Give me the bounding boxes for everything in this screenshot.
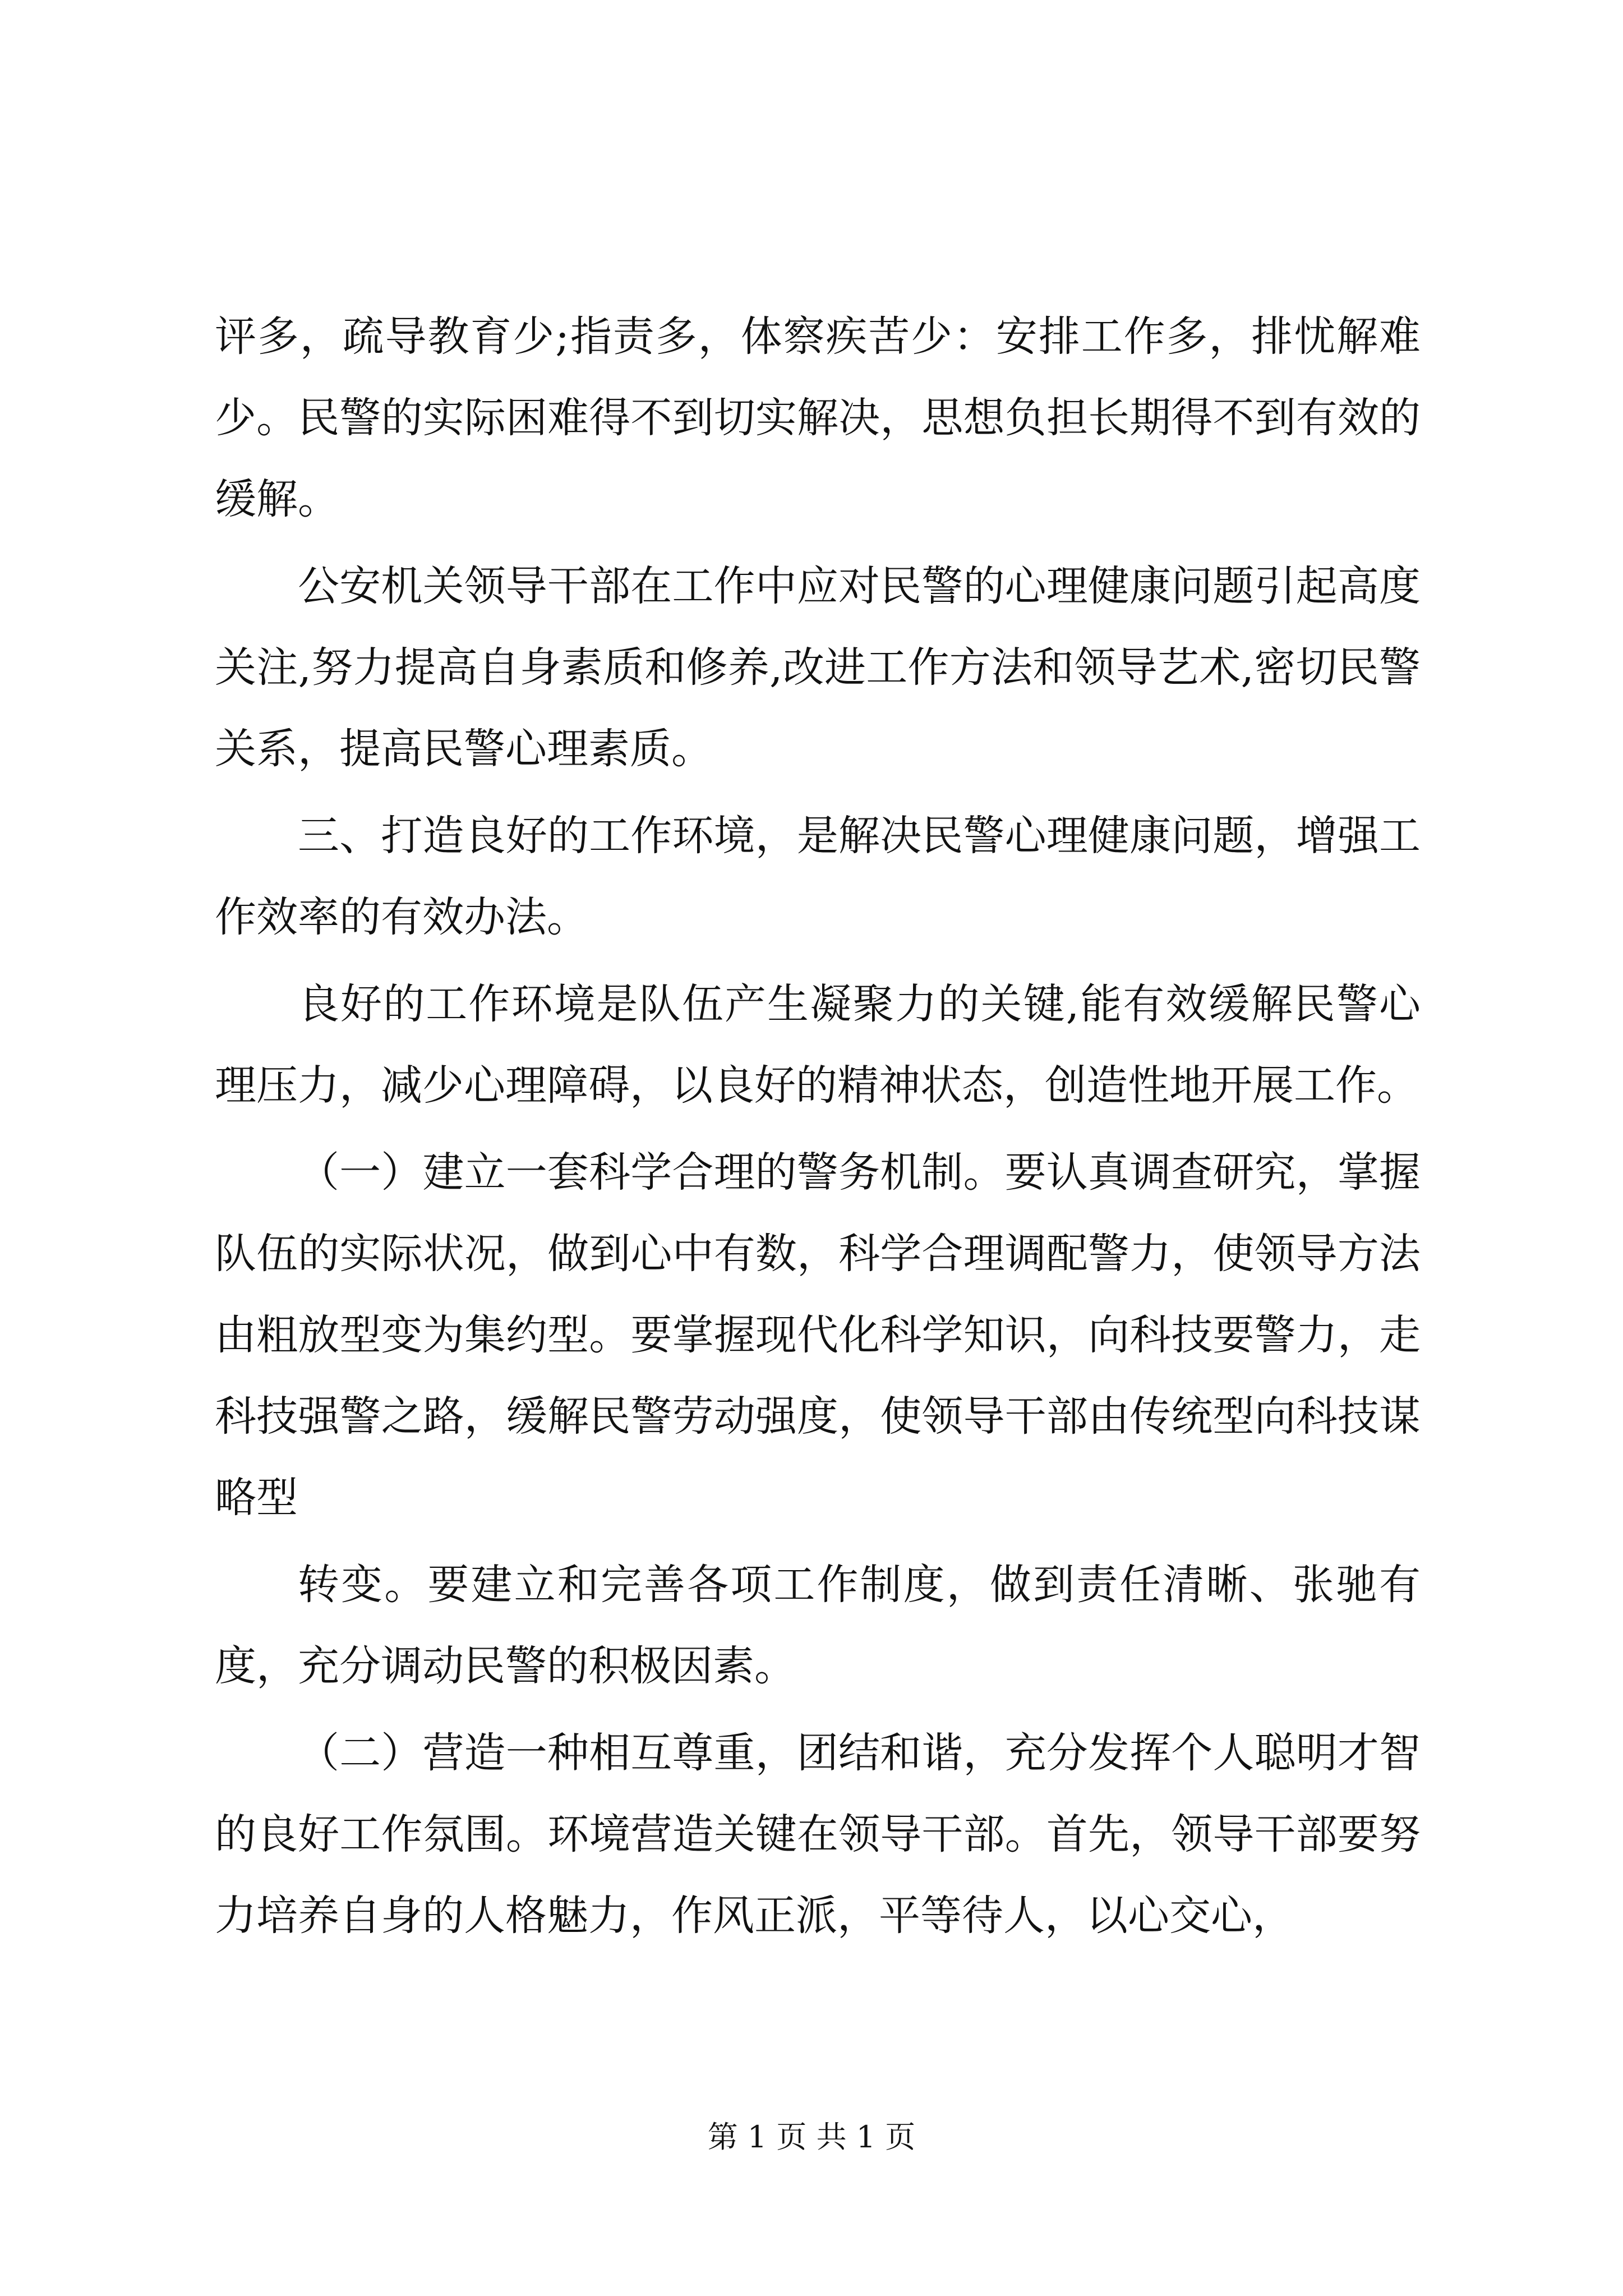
paragraph-3-section-heading: 三、打造良好的工作环境，是解决民警心理健康问题，增强工作效率的有效办法。	[215, 812, 1421, 941]
document-body	[215, 296, 1421, 1962]
paragraph-4: 良好的工作环境是队伍产生凝聚力的关键,能有效缓解民警心理压力，减少心理障碍，以良好的精神状态，创造性地开展工作。	[215, 980, 1421, 1110]
paragraph-1: 评多，疏导教育少;指责多，体察疾苦少：安排工作多，排忧解难少。民警的实际困难得不到切实解决，思想负担长期得不到有效的缓解。	[215, 312, 1421, 523]
paragraph-6: 转变。要建立和完善各项工作制度，做到责任清晰、张驰有度，充分调动民警的积极因素。	[215, 1561, 1421, 1690]
paragraph-5: （一）建立一套科学合理的警务机制。要认真调查研究，掌握队伍的实际状况，做到心中有数，科学合理调配警力，使领导方法由粗放型变为集约型。要掌握现代化科学知识，向科技要警力，走科技强警之路，缓解民警劳动强度，使领导干部由传统型向科技谋略型	[215, 1148, 1421, 1522]
paragraph-2: 公安机关领导干部在工作中应对民警的心理健康问题引起高度关注,努力提高自身素质和修养,改进工作方法和领导艺术,密切民警关系，提高民警心理素质。	[215, 562, 1421, 773]
page-number-footer: 第 1 页 共 1 页	[707, 2119, 916, 2155]
paragraph-7: （二）营造一种相互尊重，团结和谐，充分发挥个人聪明才智的良好工作氛围。环境营造关键在领导干部。首先，领导干部要努力培养自身的人格魅力，作风正派，平等待人，以心交心，	[215, 1729, 1421, 1940]
